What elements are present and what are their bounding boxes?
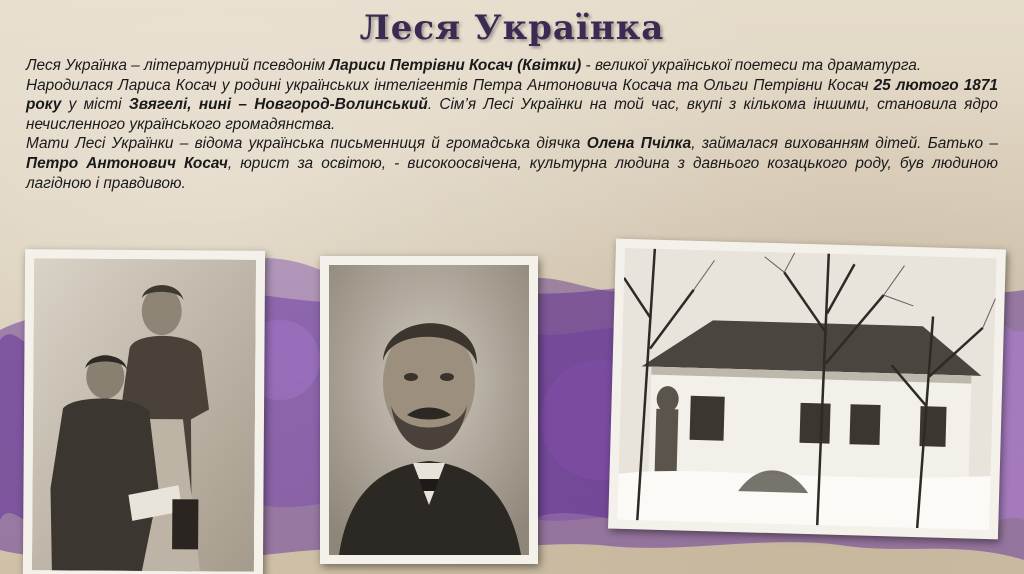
bold-span: 25 лютого 1871 року bbox=[26, 76, 998, 114]
text-span: Мати Лесі Українки – відома українська письменниця й громадська діячка bbox=[26, 135, 587, 153]
body-text bbox=[26, 56, 998, 193]
text-span: , займалася вихованням дітей. Батько – bbox=[691, 135, 998, 153]
bold-span: Олена Пчілка bbox=[586, 135, 692, 153]
photo-father-portrait bbox=[320, 256, 538, 564]
paragraph-parents bbox=[26, 134, 998, 193]
text-span: - великої української поетеси та драматурга. bbox=[581, 57, 922, 74]
photo-image bbox=[32, 258, 256, 572]
photo-mother-and-daughter bbox=[23, 249, 265, 574]
paragraph-birth bbox=[26, 76, 998, 135]
bold-span: Лариси Петрівни Косач (Квітки) bbox=[329, 57, 582, 74]
photo-family-house bbox=[608, 239, 1006, 540]
bold-span: Петро Антонович Косач bbox=[26, 154, 228, 172]
slide-title: Леся Українка bbox=[359, 8, 665, 48]
photo-image bbox=[617, 248, 996, 530]
text-span: у місті bbox=[61, 96, 129, 114]
text-span: , юрист за освітою, - високоосвічена, культурна людина з давнього козацького роду, був людиною лагідною і правдивою. bbox=[26, 154, 998, 192]
photo-image bbox=[329, 265, 529, 555]
bold-span: Звягелі, нині – Новгород-Волинський bbox=[128, 96, 428, 114]
text-span: . Сім’я Лесі Українки на той час, вкупі з кількома іншими, становила ядро нечисленного українського громадянства. bbox=[26, 96, 998, 133]
text-span: Леся Українка – літературний псевдонім bbox=[26, 57, 330, 74]
paragraph-pseudonym bbox=[26, 56, 998, 76]
text-span: Народилася Лариса Косач у родині українських інтелігентів Петра Антоновича Косача та Ольги Петрівни Косач bbox=[26, 76, 874, 94]
